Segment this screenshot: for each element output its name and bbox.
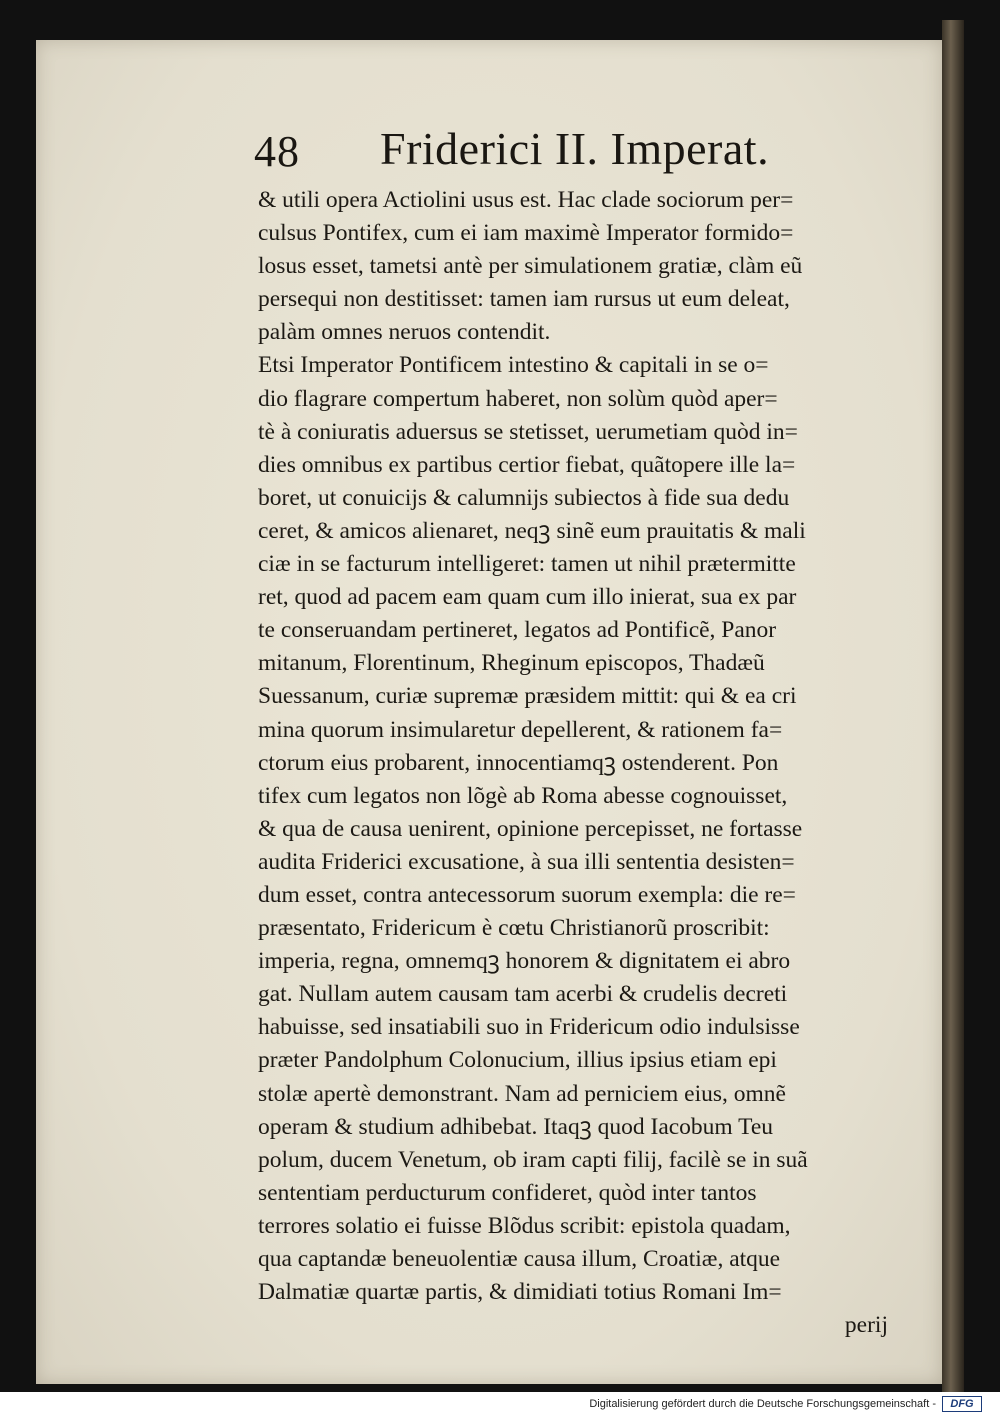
text-line: ctorum eius probarent, innocentiamqꝫ ostenderent. Pon	[258, 749, 779, 776]
text-line: ciæ in se facturum intelligeret: tamen ut nihil prætermitte	[258, 551, 796, 578]
text-line: habuisse, sed insatiabili suo in Fridericum odio indulsisse	[258, 1014, 800, 1041]
text-line: præter Pandolphum Colonucium, illius ipsius etiam epi	[258, 1047, 777, 1074]
text-line: dies omnibus ex partibus certior fiebat, quãtopere ille la=	[258, 451, 796, 478]
text-line: mitanum, Florentinum, Rheginum episcopos, Thadæũ	[258, 650, 765, 677]
text-line: ceret, & amicos alienaret, neqꝫ sinẽ eum prauitatis & mali	[258, 517, 806, 544]
footer-bar	[0, 1392, 1000, 1417]
text-line: palàm omnes neruos contendit.	[258, 319, 551, 346]
text-line: te conseruandam pertineret, legatos ad Pontificẽ, Panor	[258, 617, 777, 644]
text-line: Suessanum, curiæ supremæ præsidem mittit: qui & ea cri	[258, 683, 797, 710]
text-line: persequi non destitisset: tamen iam rursus ut eum deleat,	[258, 286, 790, 313]
text-line: gat. Nullam autem causam tam acerbi & crudelis decreti	[258, 981, 788, 1008]
text-line: præsentato, Fridericum è cœtu Christianorũ proscribit:	[258, 915, 770, 942]
text-line: sententiam perducturum confideret, quòd inter tantos	[258, 1179, 757, 1206]
text-line: Dalmatiæ quartæ partis, & dimidiati totius Romani Im=	[258, 1279, 782, 1306]
text-line: Etsi Imperator Pontificem intestino & capitali in se o=	[258, 352, 769, 379]
text-line: boret, ut conuicijs & calumnijs subiectos à fide sua dedu	[258, 484, 790, 511]
text-line: dum esset, contra antecessorum suorum exempla: die re=	[258, 881, 796, 908]
running-head: Friderici II. Imperat.	[380, 123, 770, 174]
funding-note: Digitalisierung gefördert durch die Deutsche Forschungsgemeinschaft -	[589, 1398, 936, 1410]
text-line: culsus Pontifex, cum ei iam maximè Imperator formido=	[258, 220, 794, 247]
text-line: terrores solatio ei fuisse Blõdus scribit: epistola quadam,	[258, 1212, 791, 1239]
text-line: mina quorum insimularetur depellerent, & rationem fa=	[258, 716, 783, 743]
text-line: ret, quod ad pacem eam quam cum illo inierat, sua ex par	[258, 584, 797, 611]
text-line: dio flagrare compertum haberet, non solùm quòd aper=	[258, 385, 778, 412]
text-line: audita Friderici excusatione, à sua illi sententia desisten=	[258, 848, 795, 875]
body-text	[258, 184, 898, 1342]
dfg-logo-icon: DFG	[942, 1396, 982, 1412]
text-line: imperia, regna, omnemqꝫ honorem & dignitatem ei abro	[258, 948, 791, 975]
text-line: tifex cum legatos non lõgè ab Roma abesse cognouisset,	[258, 782, 788, 809]
page-number: 48	[254, 127, 300, 176]
text-line: polum, ducem Venetum, ob iram capti filij, facilè se in suã	[258, 1146, 808, 1173]
text-line: & qua de causa uenirent, opinione percepisset, ne fortasse	[258, 815, 803, 842]
text-line: perij	[844, 1312, 888, 1339]
text-line: operam & studium adhibebat. Itaqꝫ quod Iacobum Teu	[258, 1113, 774, 1140]
text-line: qua captandæ beneuolentiæ causa illum, Croatiæ, atque	[258, 1246, 781, 1272]
text-line: tè à coniuratis aduersus se stetisset, uerumetiam quòd in=	[258, 418, 798, 445]
text-line: losus esset, tametsi antè per simulationem gratiæ, clàm eũ	[258, 253, 803, 280]
text-line: stolæ apertè demonstrant. Nam ad perniciem eius, omnẽ	[258, 1080, 786, 1107]
page-header	[222, 82, 822, 176]
page-edge	[942, 20, 964, 1392]
text-line: & utili opera Actiolini usus est. Hac clade sociorum per=	[258, 187, 794, 213]
